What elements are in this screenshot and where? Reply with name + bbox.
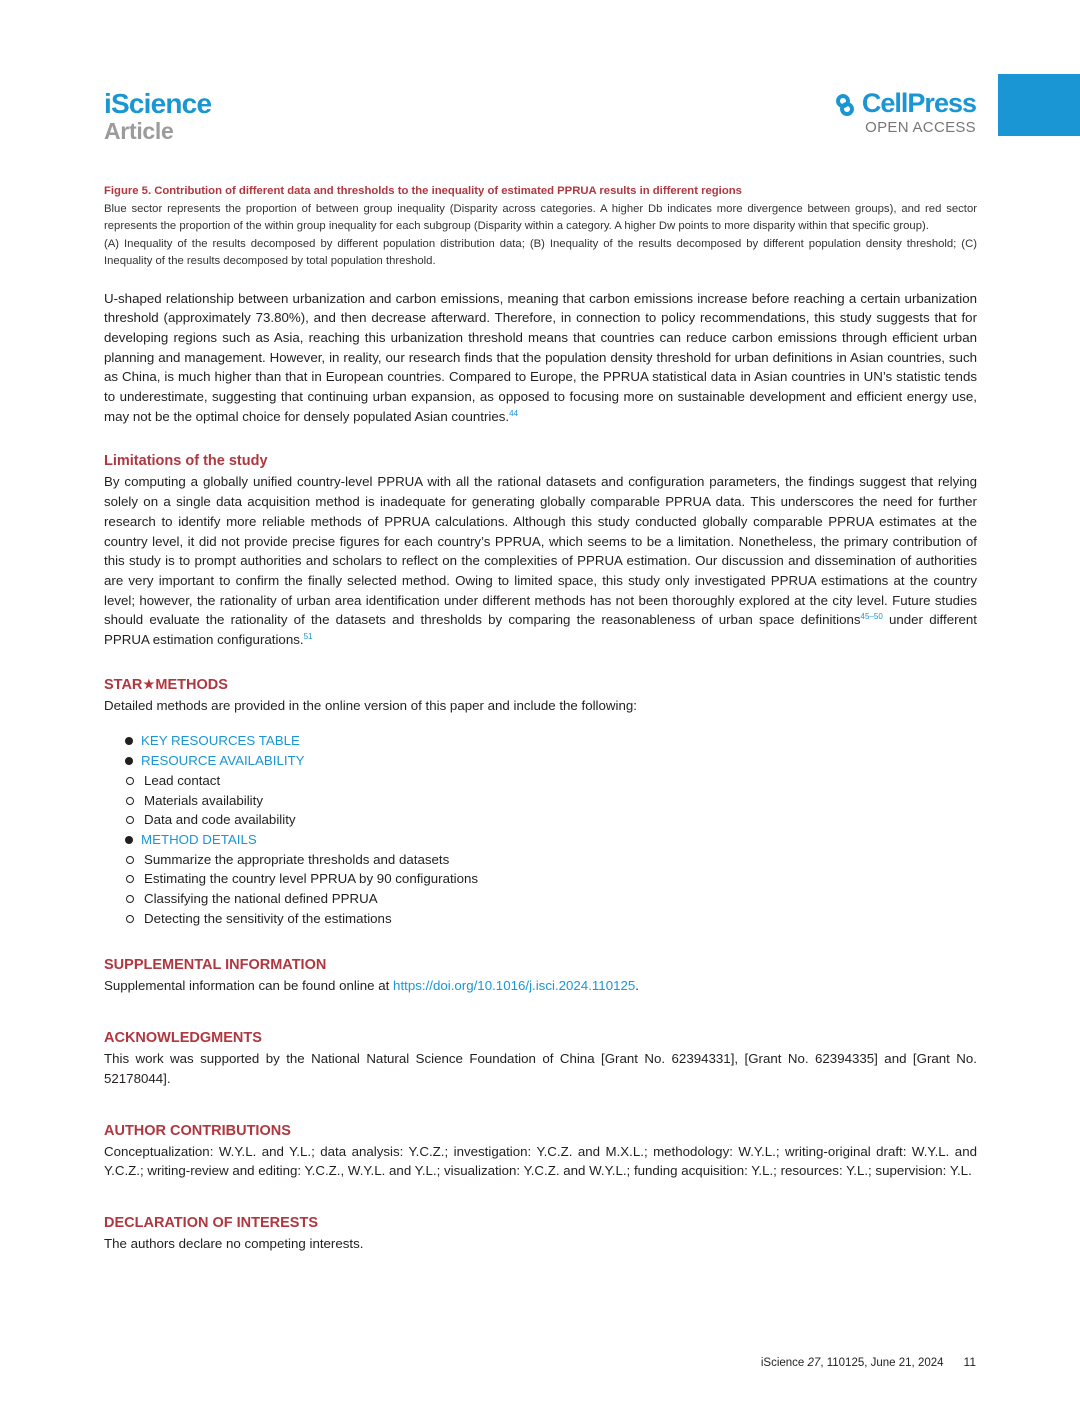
supplemental-text: Supplemental information can be found online at (104, 978, 394, 994)
publisher-name: CellPress (861, 88, 976, 118)
heading-part: METHODS (155, 676, 228, 693)
article-type: Article (104, 118, 174, 144)
sub-list-item: Estimating the country level PPRUA by 90 configurations (125, 869, 977, 889)
figure-caption-description: Blue sector represents the proportion of between group inequality (Disparity across categories. A higher Db indicates more divergence between groups), and red sector represents the proportion of the within group inequality for each subgroup (Disparity within a category. A higher Dw points to more disparity within that specific group). (104, 202, 977, 232)
sub-list-item: Summarize the appropriate thresholds and datasets (125, 850, 977, 870)
sub-list-item: Lead contact (125, 771, 977, 791)
sub-list-item: Detecting the sensitivity of the estimations (125, 909, 977, 929)
reference-link[interactable]: 51 (303, 632, 313, 642)
method-details-link[interactable]: METHOD DETAILS (141, 831, 257, 847)
journal-brand (104, 90, 211, 143)
list-item (125, 751, 977, 830)
sub-list-item: Data and code availability (125, 810, 977, 830)
methods-list (104, 731, 977, 928)
acknowledgments-text: This work was supported by the National Natural Science Foundation of China [Grant No. 62394331], [Grant No. 62394335] and [Grant No. 52178044]. (104, 1051, 977, 1086)
sub-list (125, 771, 977, 830)
sub-list-item: Materials availability (125, 791, 977, 811)
intro-text: U-shaped relationship between urbanization and carbon emissions, meaning that carbon emissions increase before reaching a certain urbanization threshold (approximately 73.80%), and then decrease afterward. Therefore, in connection to policy recommendations, this study suggests that for developing regions such as Asia, reaching this urbanization threshold means that countries can reduce carbon emissions through efficient urban planning and management. However, in reality, our research finds that the population density threshold for urban definitions in Asian countries, such as China, is much higher than that in European countries. Compared to Europe, the PPRUA statistical data in Asian countries in UN’s statistic tends to underestimate, suggesting that continuing urban expansion, as opposed to focusing more on sustainable development and efficient energy use, may not be the optimal choice for densely populated Asian countries. (104, 290, 977, 424)
author-contributions-heading: AUTHOR CONTRIBUTIONS (104, 1122, 291, 1139)
page-footer (761, 1355, 976, 1369)
reference-link[interactable]: 45–50 (860, 612, 883, 622)
list-item (125, 830, 977, 929)
figure-caption-title: Figure 5. Contribution of different data and thresholds to the inequality of estimated PPRUA results in different regions (104, 185, 742, 197)
cellpress-logo-icon (832, 91, 858, 117)
footer-details: , 110125, June 21, 2024 (820, 1357, 944, 1369)
figure-caption-panels: (A) Inequality of the results decomposed by different population distribution data; (B) Inequality of the results decomposed by different population density threshold; (C) Inequality of the results decomposed by total population threshold. (104, 237, 977, 267)
list-item (125, 731, 977, 751)
acknowledgments-heading: ACKNOWLEDGMENTS (104, 1030, 262, 1047)
limitations-heading: Limitations of the study (104, 453, 268, 470)
doi-link[interactable]: https://doi.org/10.1016/j.isci.2024.110125 (393, 978, 636, 994)
resource-availability-link[interactable]: RESOURCE AVAILABILITY (141, 753, 305, 769)
footer-journal: iScience (760, 1357, 808, 1369)
limitations-text: By computing a globally unified country-level PPRUA with all the rational datasets and configuration parameters, the findings suggest that relying solely on a single data acquisition method is inadequate for generating globally comparable PPRUA data. This underscores the need for further research to identify more reliable methods of PPRUA calculations. Although this study conducted globally comparable PPRUA estimates at the country level, it did not provide precise figures for each country’s PPRUA, which seems to be a limitation. Nonetheless, the primary contribution of this study is to prompt authorities and scholars to reflect on the complexities of PPRUA estimation. Our discussion and dissemination of authorities are very important to confirm the finally selected method. Owing to limited space, this study only investigated PPRUA estimations at the country level; however, the rationality of urban area identification under different methods has not been thoroughly explored at the city level. Future studies should evaluate the rationality of the datasets and thresholds by comparing the reasonableness of urban space definitions (104, 474, 977, 628)
page-number: 11 (963, 1355, 976, 1369)
journal-name: iScience (104, 88, 212, 119)
supplemental-heading: SUPPLEMENTAL INFORMATION (104, 957, 327, 974)
article-content (104, 183, 977, 1254)
footer-volume: 27 (807, 1357, 821, 1369)
star-methods-heading (104, 677, 977, 693)
star-icon: ★ (142, 676, 156, 693)
sub-list-item: Classifying the national defined PPRUA (125, 889, 977, 909)
heading-part: STAR (104, 676, 143, 693)
key-resources-link[interactable]: KEY RESOURCES TABLE (141, 733, 300, 749)
declaration-text: The authors declare no competing interests. (104, 1236, 364, 1251)
open-access-label: OPEN ACCESS (865, 119, 976, 136)
figure-caption (104, 183, 977, 271)
star-methods-intro: Detailed methods are provided in the online version of this paper and include the following: (104, 697, 637, 713)
reference-link[interactable]: 44 (509, 408, 518, 418)
author-contributions-text: Conceptualization: W.Y.L. and Y.L.; data analysis: Y.C.Z.; investigation: Y.C.Z. and M.X.L.; methodology: W.Y.L.; writing-original draft: W.Y.L. and Y.C.Z.; writing-review and editing: Y.C.Z., W.Y.L. and Y.L.; visualization: Y.C.Z. and W.Y.L.; funding acquisition: Y.L.; resources: Y.L.; supervision: Y.L. (104, 1143, 977, 1179)
publisher-logo (832, 90, 976, 135)
sub-list (125, 850, 977, 929)
supplemental-paragraph (104, 976, 977, 996)
corner-color-tab (998, 74, 1080, 136)
supplemental-end: . (635, 978, 639, 994)
limitations-paragraph (104, 472, 977, 649)
limitations-text-end: under different PPRUA estimation configurations. (104, 612, 977, 648)
declaration-heading: DECLARATION OF INTERESTS (104, 1215, 319, 1231)
intro-paragraph (104, 289, 977, 427)
